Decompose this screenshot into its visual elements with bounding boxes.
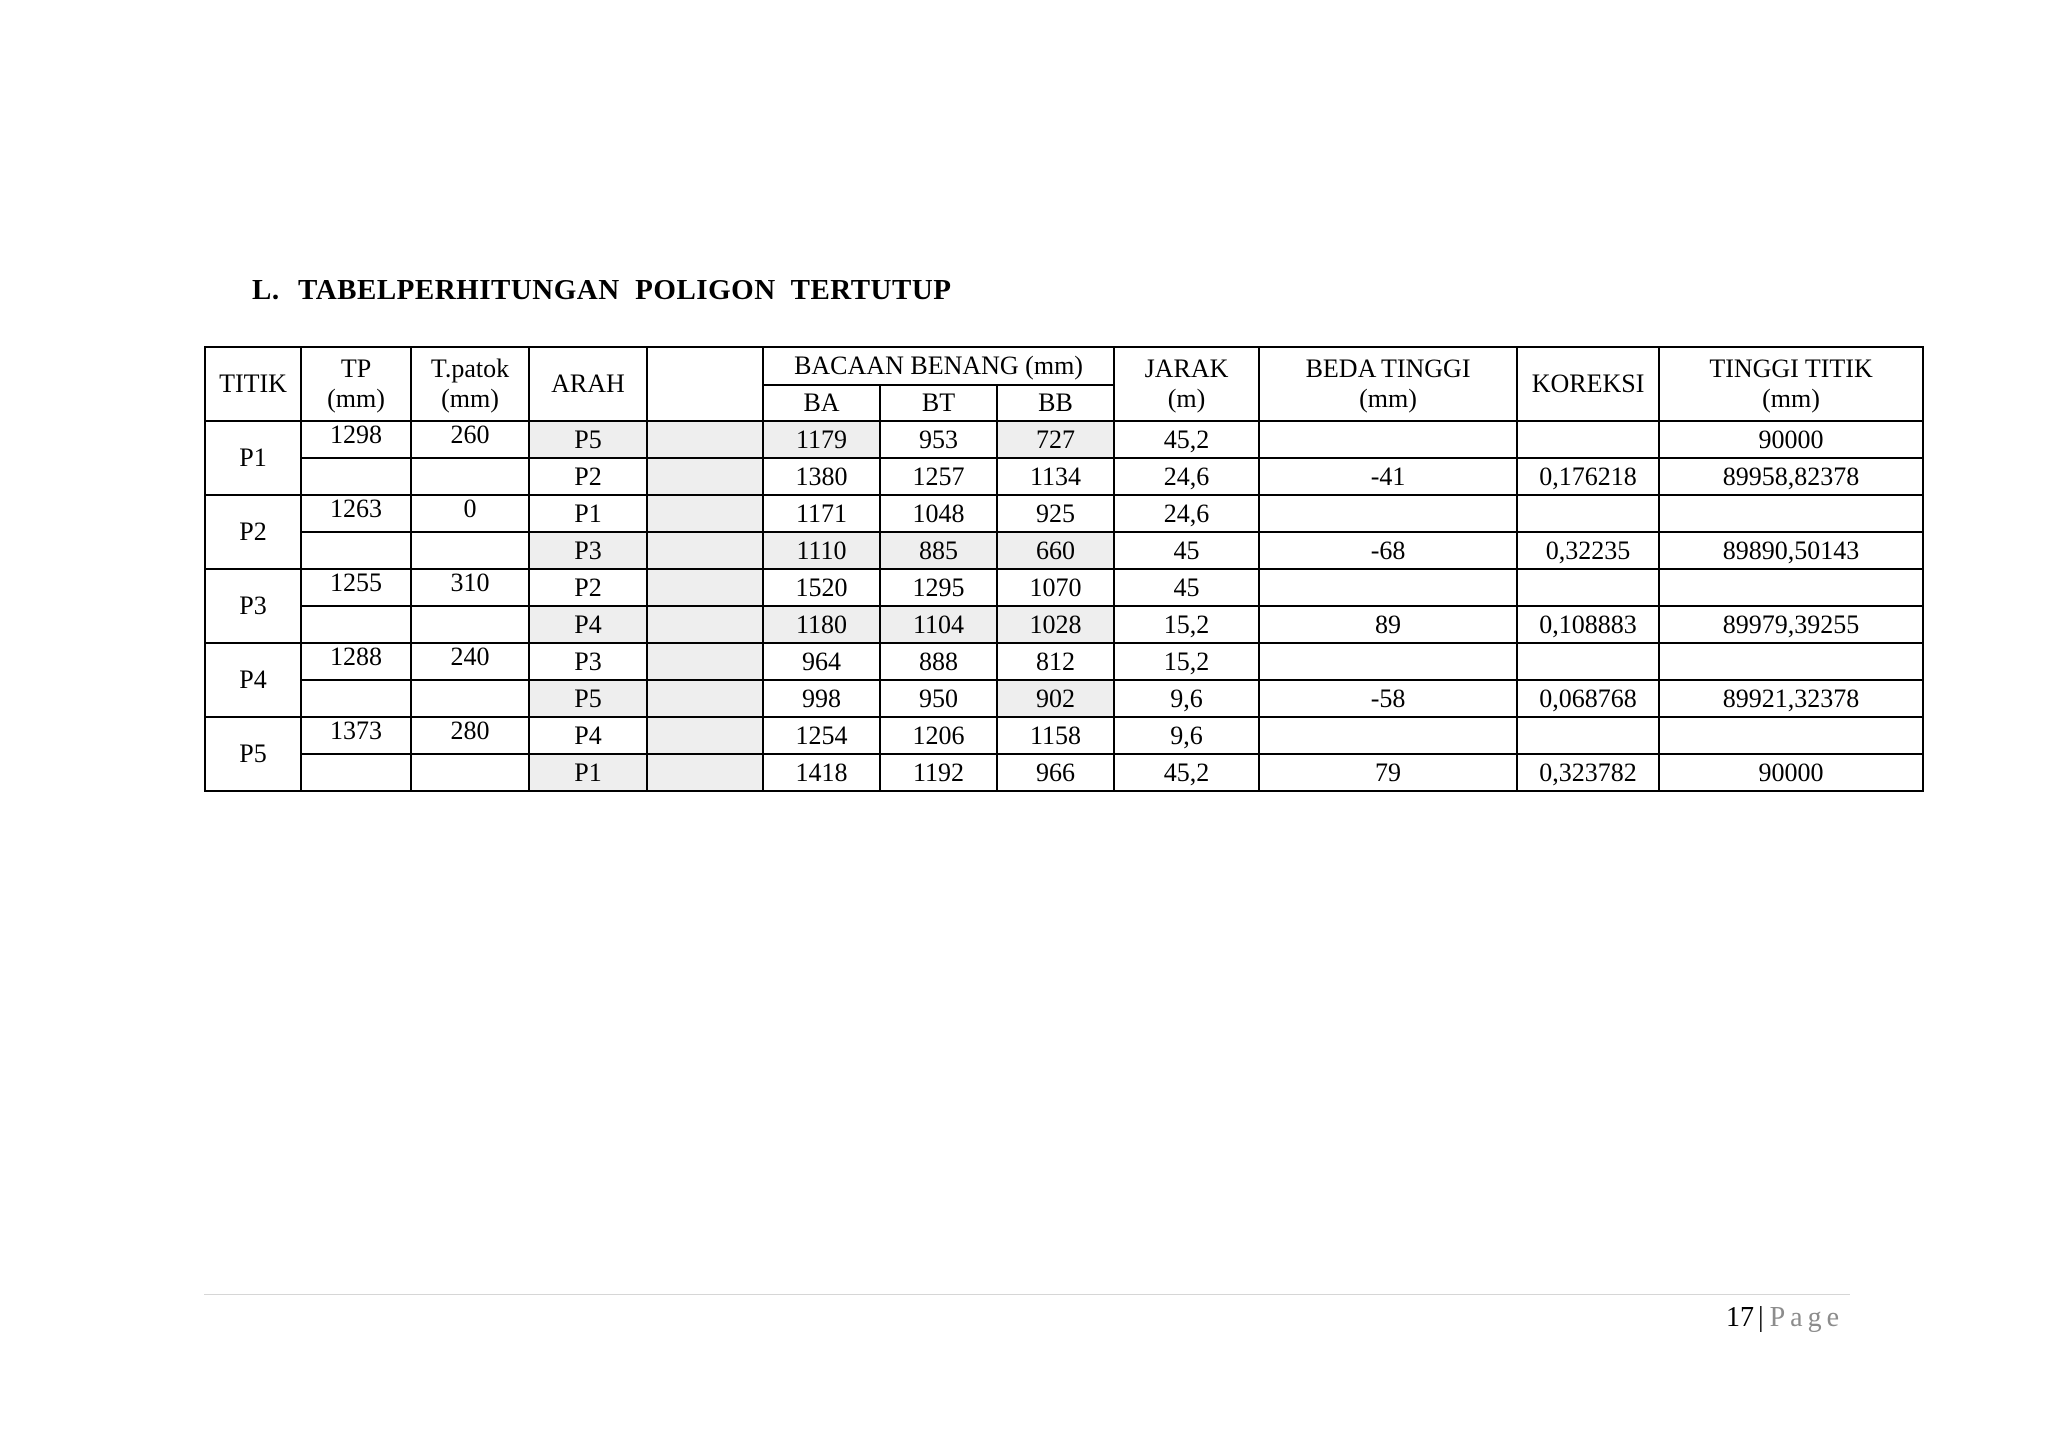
cell-tinggi-titik: 90000 — [1659, 754, 1923, 791]
cell-blank — [647, 643, 763, 680]
polygon-calculation-table — [204, 346, 1924, 792]
page-number: 17 — [1725, 1302, 1754, 1333]
table-row — [205, 421, 1923, 458]
cell-bt: 1104 — [880, 606, 997, 643]
cell-tpatok — [411, 606, 529, 643]
cell-bb: 925 — [997, 495, 1114, 532]
cell-ba: 1110 — [763, 532, 880, 569]
header-beda-tinggi: BEDA TINGGI (mm) — [1259, 347, 1517, 421]
cell-tpatok: 260 — [411, 421, 529, 458]
table-header — [205, 347, 1923, 421]
cell-koreksi — [1517, 717, 1659, 754]
table-row — [205, 532, 1923, 569]
cell-ba: 964 — [763, 643, 880, 680]
cell-jarak: 9,6 — [1114, 717, 1259, 754]
cell-beda-tinggi: -68 — [1259, 532, 1517, 569]
section-title-text: TABELPERHITUNGAN POLIGON TERTUTUP — [298, 274, 952, 306]
cell-arah: P2 — [529, 569, 647, 606]
cell-tpatok: 310 — [411, 569, 529, 606]
page-separator: | — [1757, 1302, 1764, 1333]
cell-tpatok: 280 — [411, 717, 529, 754]
cell-tpatok: 240 — [411, 643, 529, 680]
cell-bt: 1048 — [880, 495, 997, 532]
cell-ba: 1520 — [763, 569, 880, 606]
cell-arah: P3 — [529, 532, 647, 569]
cell-blank — [647, 495, 763, 532]
cell-koreksi: 0,323782 — [1517, 754, 1659, 791]
cell-jarak: 24,6 — [1114, 458, 1259, 495]
section-number: L. — [252, 274, 280, 306]
header-bacaan-benang: BACAAN BENANG (mm) — [763, 347, 1114, 385]
cell-arah: P5 — [529, 421, 647, 458]
cell-tp — [301, 754, 411, 791]
cell-ba: 1180 — [763, 606, 880, 643]
cell-blank — [647, 569, 763, 606]
cell-bb: 966 — [997, 754, 1114, 791]
cell-beda-tinggi — [1259, 717, 1517, 754]
cell-koreksi: 0,32235 — [1517, 532, 1659, 569]
cell-tpatok: 0 — [411, 495, 529, 532]
header-tinggi-titik: TINGGI TITIK (mm) — [1659, 347, 1923, 421]
footer-divider — [204, 1294, 1850, 1295]
cell-koreksi — [1517, 569, 1659, 606]
cell-ba: 998 — [763, 680, 880, 717]
cell-tinggi-titik: 89921,32378 — [1659, 680, 1923, 717]
cell-ba: 1254 — [763, 717, 880, 754]
cell-tpatok — [411, 458, 529, 495]
cell-tp — [301, 532, 411, 569]
table-row — [205, 680, 1923, 717]
cell-titik: P3 — [205, 569, 301, 643]
cell-tp: 1373 — [301, 717, 411, 754]
cell-arah: P3 — [529, 643, 647, 680]
cell-ba: 1179 — [763, 421, 880, 458]
cell-tpatok — [411, 754, 529, 791]
cell-tinggi-titik — [1659, 569, 1923, 606]
cell-arah: P1 — [529, 754, 647, 791]
table-row — [205, 495, 1923, 532]
cell-bt: 1257 — [880, 458, 997, 495]
table-row — [205, 606, 1923, 643]
cell-jarak: 15,2 — [1114, 606, 1259, 643]
cell-tp: 1263 — [301, 495, 411, 532]
cell-tp: 1298 — [301, 421, 411, 458]
cell-blank — [647, 754, 763, 791]
cell-koreksi — [1517, 421, 1659, 458]
header-tp: TP (mm) — [301, 347, 411, 421]
cell-tp: 1288 — [301, 643, 411, 680]
cell-tpatok — [411, 532, 529, 569]
cell-tpatok — [411, 680, 529, 717]
cell-ba: 1418 — [763, 754, 880, 791]
cell-arah: P1 — [529, 495, 647, 532]
cell-koreksi: 0,108883 — [1517, 606, 1659, 643]
cell-tinggi-titik — [1659, 643, 1923, 680]
cell-titik: P4 — [205, 643, 301, 717]
cell-tp — [301, 606, 411, 643]
cell-arah: P2 — [529, 458, 647, 495]
cell-bt: 1206 — [880, 717, 997, 754]
header-ba: BA — [763, 385, 880, 421]
cell-blank — [647, 532, 763, 569]
cell-blank — [647, 717, 763, 754]
cell-tinggi-titik — [1659, 717, 1923, 754]
header-tpatok: T.patok (mm) — [411, 347, 529, 421]
cell-beda-tinggi: 89 — [1259, 606, 1517, 643]
cell-beda-tinggi: 79 — [1259, 754, 1517, 791]
cell-jarak: 24,6 — [1114, 495, 1259, 532]
cell-koreksi — [1517, 495, 1659, 532]
cell-bt: 953 — [880, 421, 997, 458]
table-row — [205, 569, 1923, 606]
header-titik: TITIK — [205, 347, 301, 421]
cell-tinggi-titik: 89890,50143 — [1659, 532, 1923, 569]
cell-arah: P4 — [529, 717, 647, 754]
cell-bt: 885 — [880, 532, 997, 569]
cell-bb: 812 — [997, 643, 1114, 680]
cell-koreksi: 0,068768 — [1517, 680, 1659, 717]
cell-beda-tinggi: -58 — [1259, 680, 1517, 717]
cell-bb: 1028 — [997, 606, 1114, 643]
cell-bb: 1134 — [997, 458, 1114, 495]
cell-beda-tinggi — [1259, 495, 1517, 532]
section-title — [252, 274, 952, 307]
page-label: Page — [1769, 1302, 1844, 1333]
cell-beda-tinggi — [1259, 421, 1517, 458]
table-row — [205, 643, 1923, 680]
cell-tinggi-titik: 89958,82378 — [1659, 458, 1923, 495]
header-bb: BB — [997, 385, 1114, 421]
cell-bt: 888 — [880, 643, 997, 680]
cell-blank — [647, 606, 763, 643]
cell-titik: P1 — [205, 421, 301, 495]
cell-beda-tinggi — [1259, 643, 1517, 680]
header-jarak: JARAK (m) — [1114, 347, 1259, 421]
cell-bt: 1192 — [880, 754, 997, 791]
cell-tinggi-titik: 90000 — [1659, 421, 1923, 458]
cell-blank — [647, 421, 763, 458]
cell-jarak: 45 — [1114, 532, 1259, 569]
cell-jarak: 45,2 — [1114, 421, 1259, 458]
cell-jarak: 15,2 — [1114, 643, 1259, 680]
cell-beda-tinggi: -41 — [1259, 458, 1517, 495]
cell-bt: 950 — [880, 680, 997, 717]
cell-titik: P2 — [205, 495, 301, 569]
table-body — [205, 421, 1923, 791]
cell-tinggi-titik — [1659, 495, 1923, 532]
cell-bb: 660 — [997, 532, 1114, 569]
cell-ba: 1380 — [763, 458, 880, 495]
cell-bb: 1070 — [997, 569, 1114, 606]
table-row — [205, 717, 1923, 754]
header-blank — [647, 347, 763, 421]
table-row — [205, 754, 1923, 791]
cell-tinggi-titik: 89979,39255 — [1659, 606, 1923, 643]
cell-arah: P4 — [529, 606, 647, 643]
cell-bb: 1158 — [997, 717, 1114, 754]
cell-beda-tinggi — [1259, 569, 1517, 606]
cell-bb: 727 — [997, 421, 1114, 458]
cell-jarak: 45,2 — [1114, 754, 1259, 791]
cell-jarak: 9,6 — [1114, 680, 1259, 717]
cell-koreksi: 0,176218 — [1517, 458, 1659, 495]
cell-tp: 1255 — [301, 569, 411, 606]
header-koreksi: KOREKSI — [1517, 347, 1659, 421]
cell-titik: P5 — [205, 717, 301, 791]
cell-tp — [301, 680, 411, 717]
table-row — [205, 458, 1923, 495]
page-footer — [1726, 1302, 1844, 1334]
cell-bb: 902 — [997, 680, 1114, 717]
cell-tp — [301, 458, 411, 495]
cell-jarak: 45 — [1114, 569, 1259, 606]
cell-ba: 1171 — [763, 495, 880, 532]
header-bt: BT — [880, 385, 997, 421]
cell-bt: 1295 — [880, 569, 997, 606]
cell-arah: P5 — [529, 680, 647, 717]
header-arah: ARAH — [529, 347, 647, 421]
cell-koreksi — [1517, 643, 1659, 680]
cell-blank — [647, 680, 763, 717]
cell-blank — [647, 458, 763, 495]
